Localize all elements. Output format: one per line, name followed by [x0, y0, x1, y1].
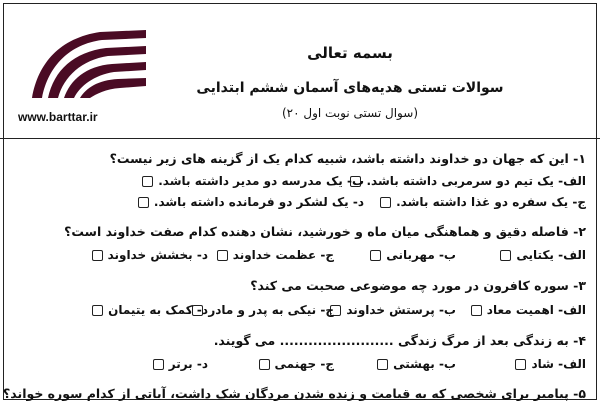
checkbox[interactable] [500, 250, 511, 261]
option[interactable] [259, 357, 334, 371]
barttar-logo [30, 28, 150, 100]
question-4-row [86, 357, 586, 375]
option-label: ج- یک سفره دو غذا داشته باشد. [396, 195, 586, 209]
option[interactable] [192, 303, 334, 317]
question-1-row-1 [86, 174, 586, 192]
option[interactable] [380, 195, 586, 209]
checkbox[interactable] [515, 359, 526, 370]
option[interactable] [217, 248, 334, 262]
question-3-row [86, 303, 586, 321]
option[interactable] [471, 303, 586, 317]
option-label: ج- عظمت خداوند [232, 248, 334, 262]
checkbox[interactable] [217, 250, 228, 261]
option-label: د- یک لشکر دو فرمانده داشته باشد. [153, 195, 364, 209]
option-label: الف- یکتایی [516, 248, 586, 262]
question-4: ۴- به زندگی بعد از مرگ زندگی ........................ می گویند. [213, 333, 586, 348]
option-label: د- بخشش خداوند [107, 248, 208, 262]
option-label: ب- مهربانی [386, 248, 456, 262]
option[interactable] [515, 357, 586, 371]
checkbox[interactable] [471, 305, 482, 316]
option[interactable] [330, 303, 456, 317]
checkbox[interactable] [377, 359, 388, 370]
page-note: (۲۰ سوال تستی نوبت اول) [281, 106, 418, 120]
option-label: الف- اهمیت معاد [486, 303, 586, 317]
option-label: ب- بهشتی [393, 357, 456, 371]
checkbox[interactable] [138, 197, 149, 208]
option[interactable] [138, 195, 364, 209]
question-1-row-2 [86, 195, 586, 213]
question-2-row [86, 248, 586, 266]
page-subtitle: سوالات تستی هدیه‌های آسمان ششم ابتدایی [196, 80, 504, 96]
checkbox[interactable] [370, 250, 381, 261]
checkbox[interactable] [259, 359, 270, 370]
logo-url: www.barttar.ir [18, 110, 98, 124]
option[interactable] [500, 248, 586, 262]
option-label: الف- شاد [531, 357, 586, 371]
option-label: ب- یک مدرسه دو مدیر داشته باشد. [158, 174, 364, 188]
option-label: ب- پرستش خداوند [346, 303, 456, 317]
option-label: ج- جهنمی [274, 357, 334, 371]
checkbox[interactable] [92, 250, 103, 261]
option[interactable] [92, 303, 208, 317]
option[interactable] [350, 174, 586, 188]
checkbox[interactable] [142, 176, 153, 187]
question-1: ۱- این که جهان دو خداوند داشته باشد، شبیه کدام یک از گزینه های زیر نیست؟ [109, 151, 586, 166]
option-label: د- کمک به یتیمان [108, 303, 208, 317]
page-title: بسمه تعالی [307, 44, 393, 62]
checkbox[interactable] [92, 305, 103, 316]
option-label: د- برتر [168, 357, 208, 371]
question-3: ۳- سوره کافرون در مورد چه موضوعی صحبت می کند؟ [250, 278, 586, 293]
option[interactable] [370, 248, 456, 262]
checkbox[interactable] [153, 359, 164, 370]
question-2: ۲- فاصله دقیق و هماهنگی میان ماه و خورشید، نشان دهنده کدام صفت خداوند است؟ [64, 224, 586, 239]
option-label: ج- نیکی به پدر و مادر [208, 303, 334, 317]
option[interactable] [142, 174, 364, 188]
option[interactable] [153, 357, 208, 371]
question-5: ۵- پیامبر برای شخصی که به قیامت و زنده شدن مردگان شک داشت، آیاتی از کدام سوره خواند؟ [3, 386, 586, 401]
option-label: الف- یک تیم دو سرمربی داشته باشد. [366, 174, 586, 188]
option[interactable] [377, 357, 456, 371]
header [0, 0, 600, 139]
option[interactable] [92, 248, 208, 262]
checkbox[interactable] [380, 197, 391, 208]
